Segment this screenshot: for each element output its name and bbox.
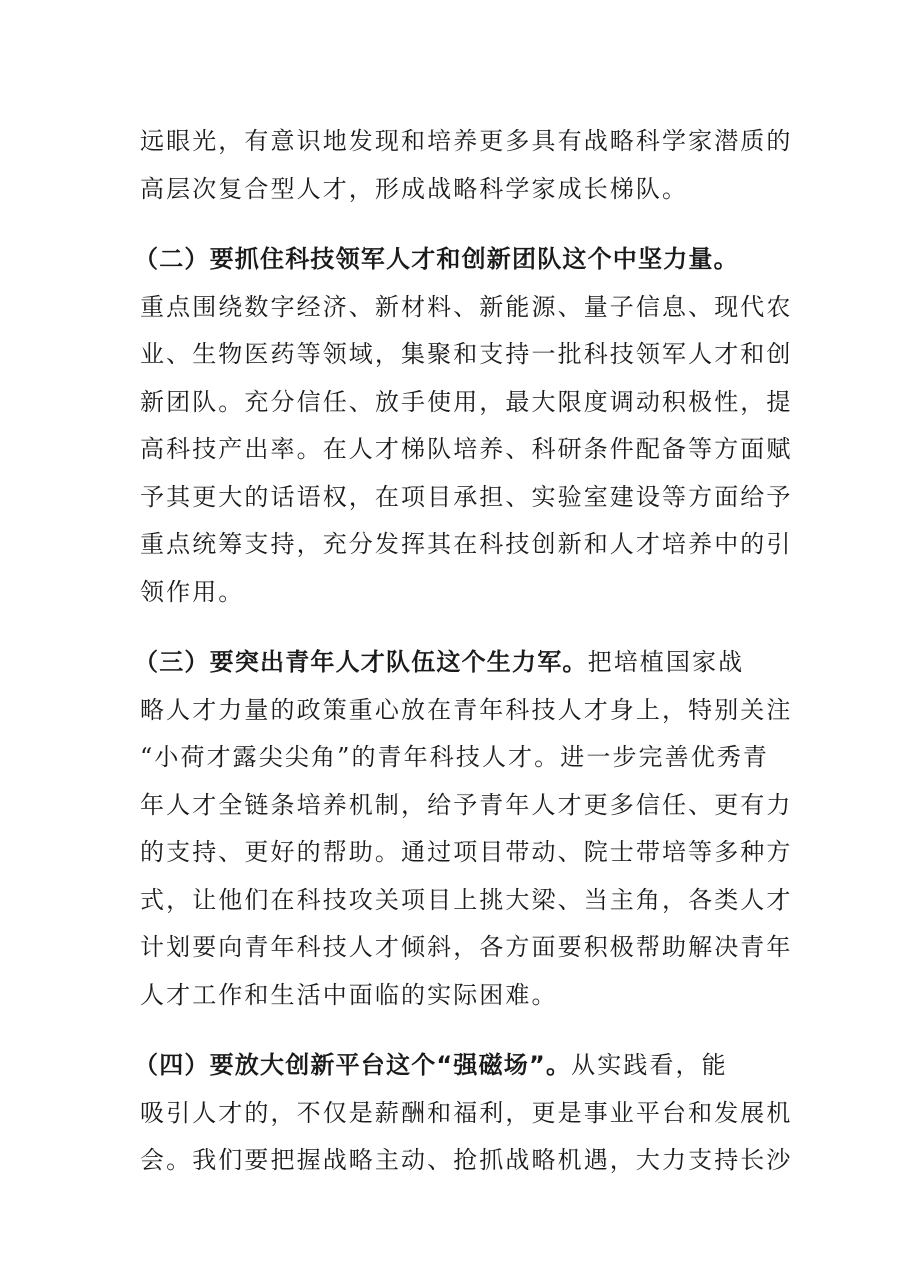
- paragraph-line: 人才工作和生活中面临的实际困难。: [140, 980, 558, 1009]
- paragraph-line: 新团队。充分信任、放手使用，最大限度调动积极性，提: [140, 387, 793, 416]
- paragraph-line: 远眼光，有意识地发现和培养更多具有战略科学家潜质的: [140, 127, 793, 155]
- paragraph-line: “小荷才露尖尖角”的青年科技人才。进一步完善优秀青: [140, 743, 770, 771]
- paragraph-line: 略人才力量的政策重心放在青年科技人才身上，特别关注: [140, 695, 793, 724]
- paragraph-line: 高层次复合型人才，形成战略科学家成长梯队。: [140, 174, 689, 203]
- paragraph-line: 业、生物医药等领域，集聚和支持一批科技领军人才和创: [140, 340, 793, 368]
- paragraph-line: 会。我们要把握战略主动、抢抓战略机遇，大力支持长沙: [140, 1146, 793, 1174]
- paragraph-line: 重点围绕数字经济、新材料、新能源、量子信息、现代农: [140, 292, 793, 321]
- paragraph-gap: [140, 1019, 765, 1042]
- section-heading-2: （二）要抓住科技领军人才和创新团队这个中坚力量。: [134, 245, 739, 273]
- paragraph-1: [140, 118, 793, 213]
- heading-tail-text: 把培植国家战: [587, 648, 745, 676]
- paragraph-line: 的支持、更好的帮助。通过项目带动、院士带培等多种方: [140, 838, 793, 866]
- paragraph-4: [134, 1042, 793, 1185]
- paragraph-first-line: [134, 1042, 765, 1090]
- paragraph-line: 计划要向青年科技人才倾斜，各方面要积极帮助解决青年: [140, 933, 793, 961]
- paragraph-line: 重点统筹支持，充分发挥其在科技创新和人才培养中的引: [140, 530, 793, 558]
- paragraph-3: [134, 639, 793, 1019]
- paragraph-line: 高科技产出率。在人才梯队培养、科研条件配备等方面赋: [140, 435, 793, 463]
- paragraph-line: 吸引人才的，不仅是薪酬和福利，更是事业平台和发展机: [140, 1098, 793, 1127]
- paragraph-line: 年人才全链条培养机制，给予青年人才更多信任、更有力: [140, 790, 793, 819]
- paragraph-first-line: [134, 639, 765, 687]
- section-heading-4: （四）要放大创新平台这个“强磁场”。: [134, 1051, 572, 1079]
- document-body: [134, 118, 793, 1185]
- paragraph-gap: [140, 616, 765, 639]
- paragraph-line: 领作用。: [140, 577, 245, 606]
- paragraph-2: [134, 236, 793, 616]
- paragraph-line: 予其更大的话语权，在项目承担、实验室建设等方面给予: [140, 482, 793, 511]
- section-heading-3: （三）要突出青年人才队伍这个生力军。: [134, 648, 588, 676]
- paragraph-line: 式，让他们在科技攻关项目上挑大梁、当主角，各类人才: [140, 885, 793, 914]
- paragraph-gap: [140, 213, 765, 236]
- heading-tail-text: 从实践看，能: [571, 1051, 728, 1079]
